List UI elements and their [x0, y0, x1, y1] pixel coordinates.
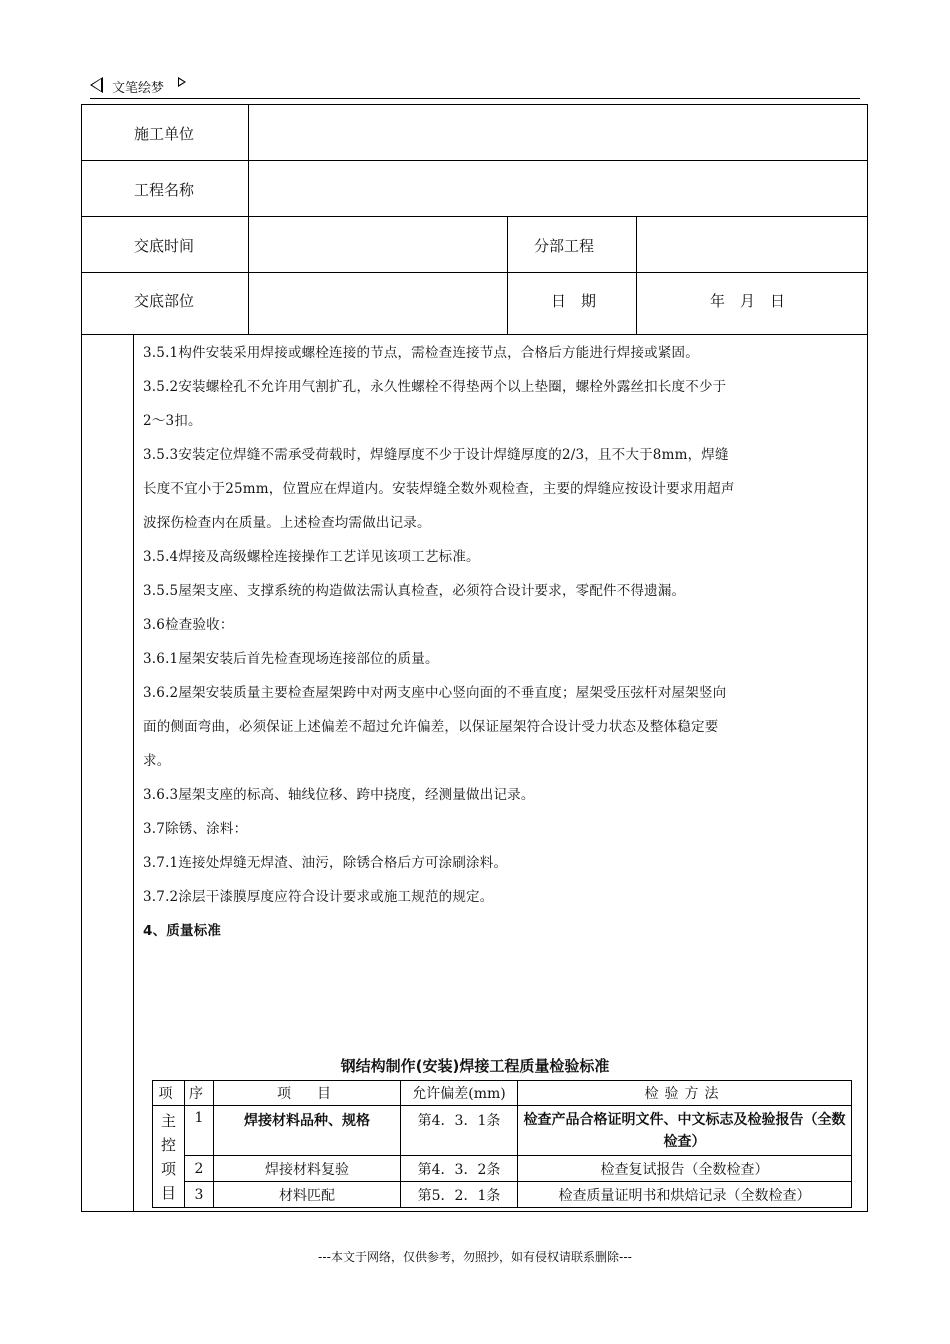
sub-project-label: 分部工程: [534, 237, 595, 255]
content-line: 3.5.4焊接及高级螺栓连接操作工艺详见该项工艺标准。: [143, 549, 480, 565]
content-line: 3.7除锈、涂料：: [143, 821, 248, 837]
row-item: 材料匹配: [214, 1182, 401, 1208]
quality-standard-table: [152, 1080, 852, 1208]
content-line: 求。: [143, 753, 171, 769]
disclosure-part-label: 交底部位: [134, 292, 195, 310]
content-margin-line: [133, 334, 134, 1212]
row-no: 1: [185, 1106, 214, 1156]
content-line: 波探伤检查内在质量。上述检查均需做出记录。: [143, 515, 431, 531]
disclosure-time-label: 交底时间: [134, 237, 195, 255]
header-method: 检验方法: [518, 1081, 852, 1106]
row-method: 检查质量证明书和烘焙记录（全数检查）: [518, 1182, 852, 1208]
table-header-row: [153, 1081, 852, 1106]
footer-disclaimer: ---本文于网络，仅供参考，勿照抄，如有侵权请联系删除---: [318, 1250, 632, 1264]
content-line: 3.5.2安装螺栓孔不允许用气割扩孔，永久性螺栓不得垫两个以上垫圈，螺栓外露丝扣长度不少于: [143, 379, 727, 395]
content-line: 长度不宜小于25mm，位置应在焊道内。安装焊缝全数外观检查，主要的焊缝应按设计要求用超声: [143, 481, 735, 497]
table-row: [153, 1182, 852, 1208]
row-item: 焊接材料品种、规格: [214, 1106, 401, 1156]
header-item: 项 目: [214, 1081, 401, 1106]
triangle-left-icon: [90, 77, 103, 93]
content-line: 面的侧面弯曲，必须保证上述偏差不超过允许偏差，以保证屋架符合设计受力状态及整体稳定要: [143, 719, 719, 735]
form-divider: [81, 216, 868, 217]
content-line: 3.6.1屋架安装后首先检查现场连接部位的质量。: [143, 651, 439, 667]
header-category: 项: [153, 1081, 185, 1106]
construction-unit-label: 施工单位: [134, 125, 195, 143]
row-tolerance: 第4．3．1条: [401, 1106, 518, 1156]
row-no: 3: [185, 1182, 214, 1208]
content-line: 3.6.3屋架支座的标高、轴线位移、跨中挠度，经测量做出记录。: [143, 787, 535, 803]
section-4-title: 4、质量标准: [143, 923, 222, 939]
content-line: 3.5.1构件安装采用焊接或螺栓连接的节点，需检查连接节点，合格后方能进行焊接或紧固。: [143, 345, 699, 361]
table-row: [153, 1106, 852, 1156]
content-line: 2～3扣。: [143, 413, 202, 429]
date-value: 年 月 日: [710, 292, 786, 310]
row-method: 检查产品合格证明文件、中文标志及检验报告（全数检查）: [518, 1106, 852, 1156]
content-line: 3.5.5屋架支座、支撑系统的构造做法需认真检查，必须符合设计要求，零配件不得遗漏。: [143, 583, 686, 599]
content-line: 3.7.2涂层干漆膜厚度应符合设计要求或施工规范的规定。: [143, 889, 494, 905]
form-divider: [81, 334, 868, 335]
group-label-main-control: 主控项目: [153, 1106, 185, 1208]
header-seq: 序: [185, 1081, 214, 1106]
disclosure-content: [143, 336, 861, 948]
row-method: 检查复试报告（全数检查）: [518, 1156, 852, 1182]
date-label: 日 期: [551, 292, 597, 310]
row-tolerance: 第5．2．1条: [401, 1182, 518, 1208]
row-no: 2: [185, 1156, 214, 1182]
form-divider: [81, 160, 868, 161]
content-line: 3.6.2屋架安装质量主要检查屋架跨中对两支座中心竖向面的不垂直度；屋架受压弦杆对屋架竖向: [143, 685, 727, 701]
project-name-label: 工程名称: [134, 181, 195, 199]
content-line: 3.5.3安装定位焊缝不需承受荷载时，焊缝厚度不少于设计焊缝厚度的2/3，且不大于8mm，焊缝: [143, 447, 729, 463]
triangle-right-icon: [178, 77, 186, 87]
form-divider: [81, 272, 868, 273]
form-divider: [507, 216, 508, 334]
form-divider: [636, 216, 637, 334]
content-line: 3.7.1连接处焊缝无焊渣、油污，除锈合格后方可涂刷涂料。: [143, 855, 508, 871]
quality-table-caption: 钢结构制作(安装)焊接工程质量检验标准: [340, 1057, 610, 1075]
content-line: 3.6检查验收：: [143, 617, 234, 633]
header-tolerance: 允许偏差(mm): [401, 1081, 518, 1106]
brand-name: 文笔绘梦: [112, 81, 165, 96]
form-divider: [248, 104, 249, 334]
document-header: [90, 74, 860, 99]
table-row: [153, 1156, 852, 1182]
row-item: 焊接材料复验: [214, 1156, 401, 1182]
row-tolerance: 第4．3．2条: [401, 1156, 518, 1182]
